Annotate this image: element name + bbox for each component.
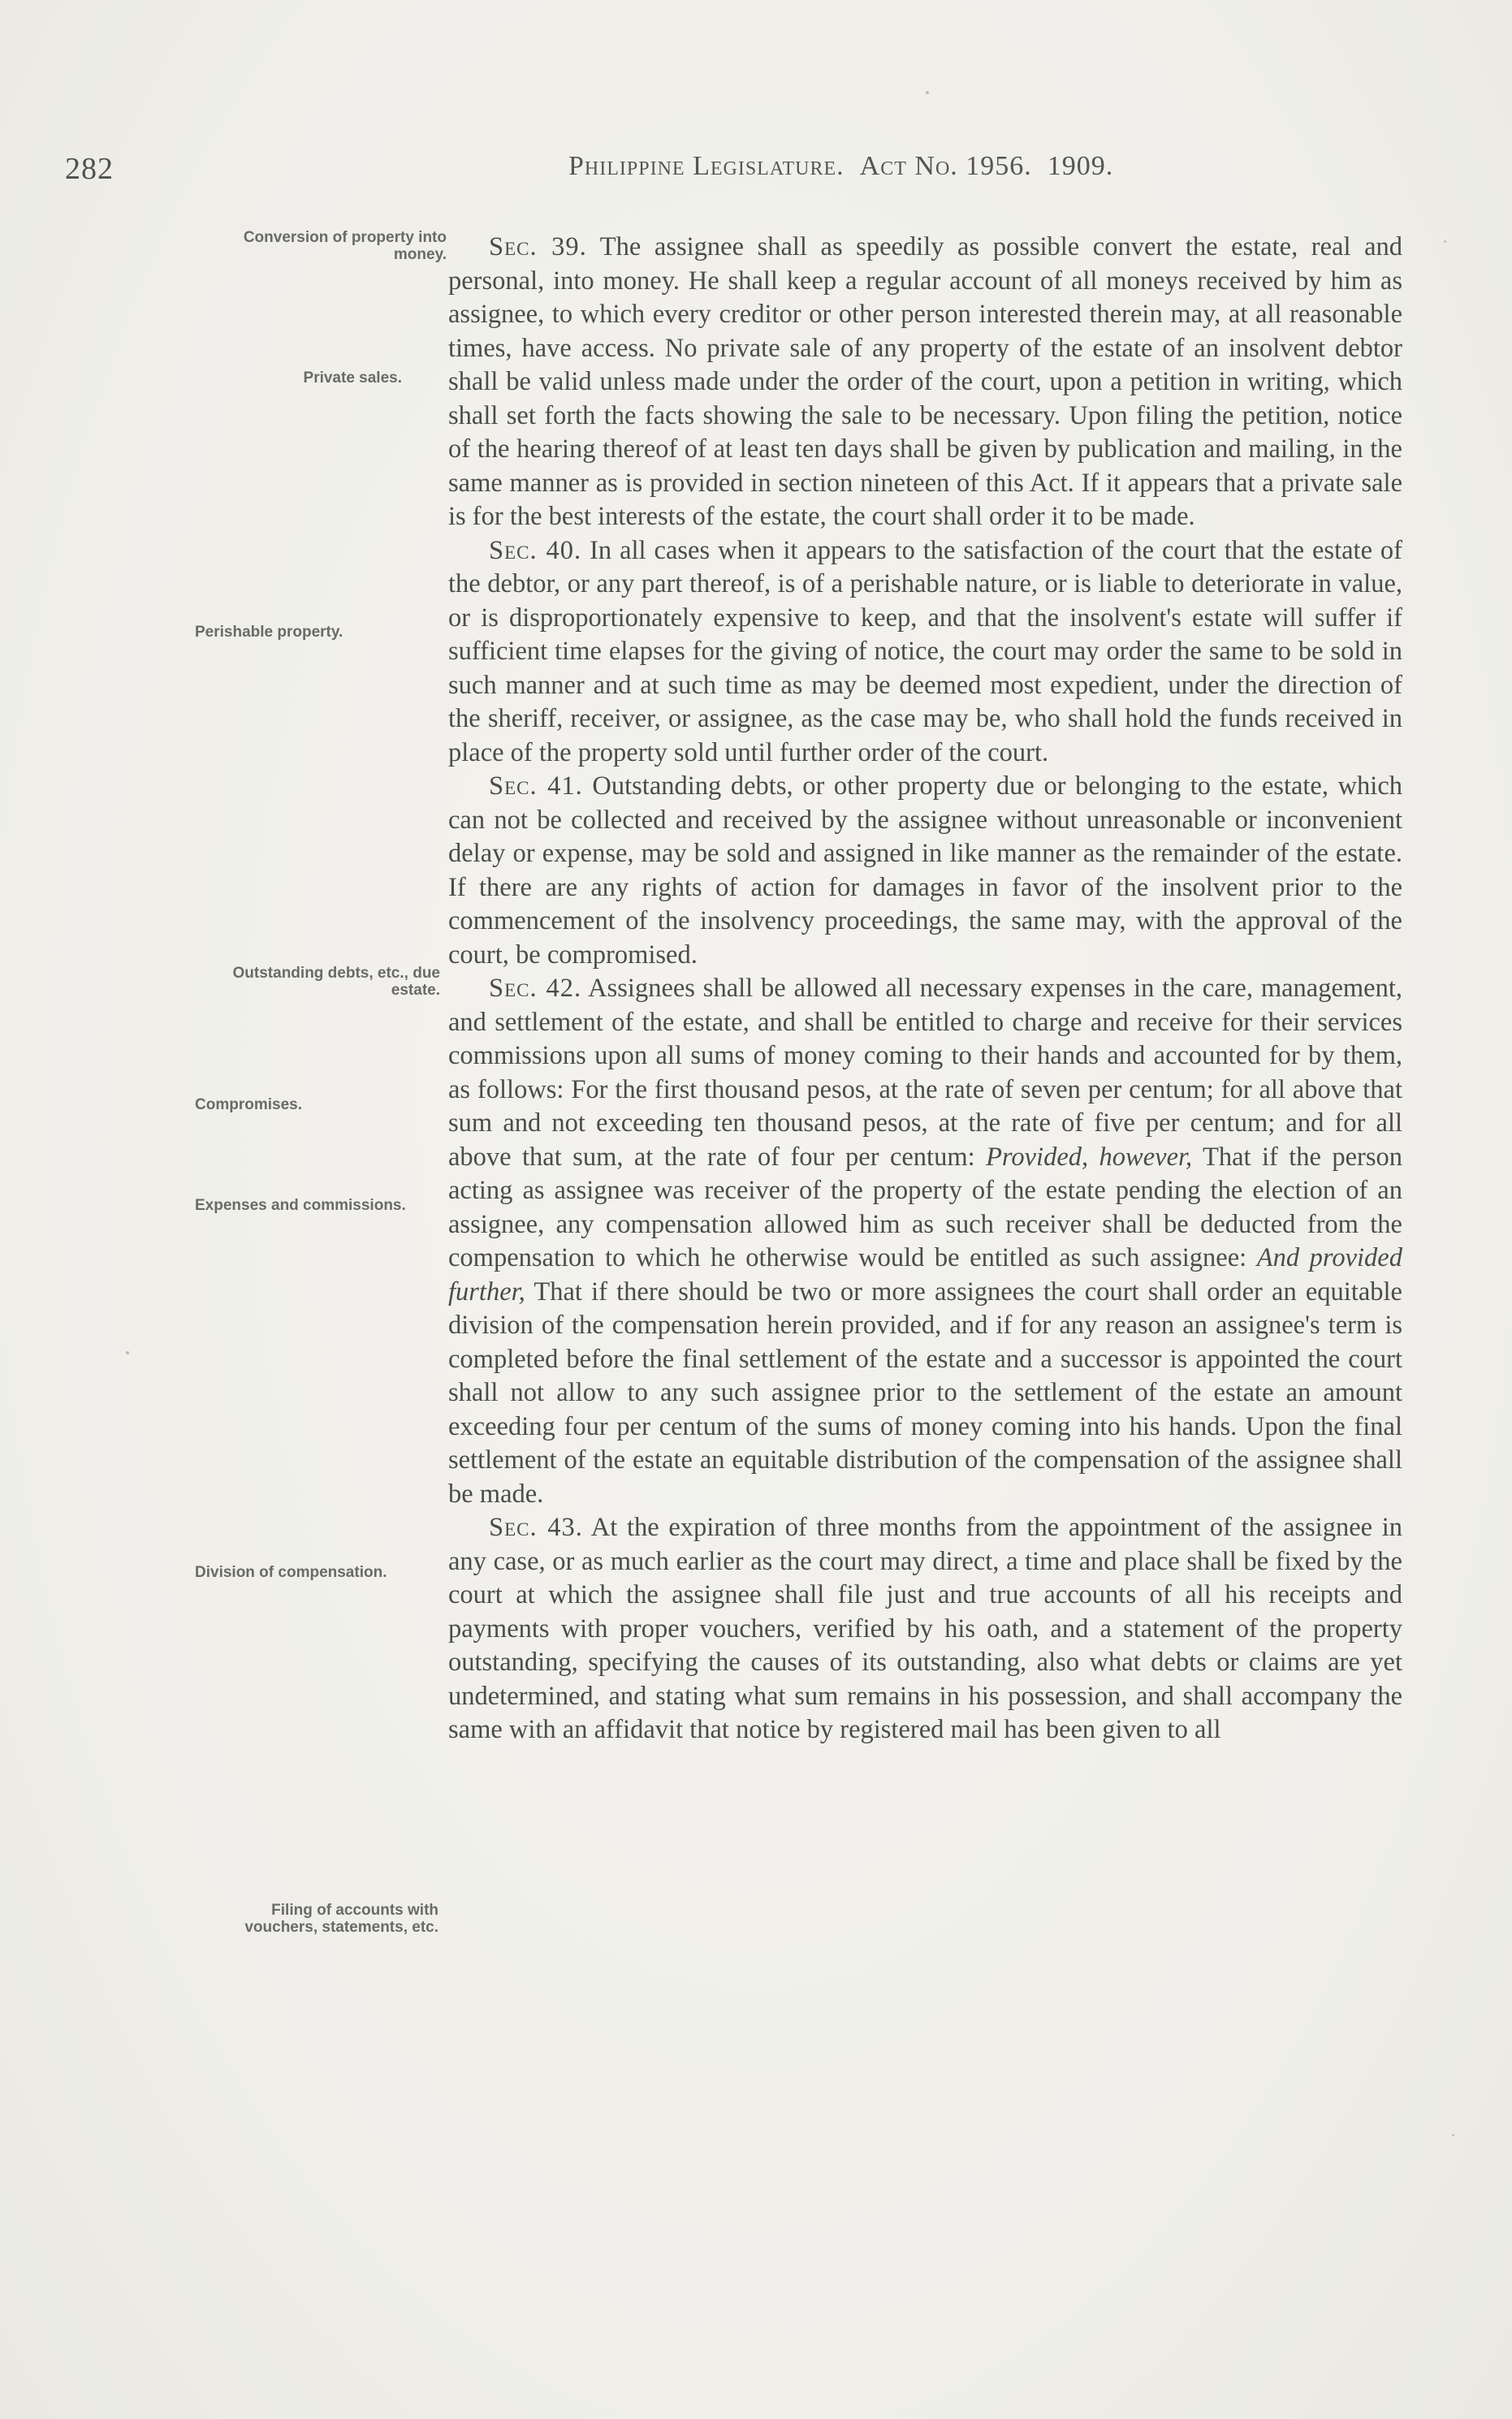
section-text: Assignees shall be allowed all necessary expenses in the care, management, and settlement of the estate, and shall be entitled to charge and receive for their services commissions upon all sums of money coming to their hands and accounted for by them, as follows: For the first thousand pesos, at the rate of seven per centum; for all above that sum and not exceeding ten thousand pesos, at the rate of five per centum; and for all above that sum, at the rate of four per centum: [448, 974, 1402, 1172]
paper-speck [1452, 2134, 1454, 2136]
sidenote-division: Division of compensation. [195, 1564, 387, 1581]
page-number: 282 [65, 152, 114, 186]
paper-speck [926, 91, 929, 94]
sidenote-outstanding-debts: Outstanding debts, etc., due estate. [232, 965, 440, 999]
section-text: That if the person acting as assignee was receiver of the property of the estate pending the election of an assignee, any compensation allowed him as such receiver shall be deducted from the compensation to which he otherwise would be entitled as such assignee: [448, 1142, 1403, 1272]
proviso: And provided further, [448, 1243, 1402, 1307]
sidenote-private-sales: Private sales. [303, 369, 402, 387]
proviso: Provided, however, [986, 1142, 1193, 1172]
paper-speck [1444, 240, 1446, 243]
section-text: Outstanding debts, or other property due or belonging to the estate, which can not be collected and received by the assignee without unreasonable or inconvenient delay or expense, may be sold and assigned in like manner as the remainder of the estate. If there are any rights of action for damages in favor of the insolvent prior to the commencement of the insolvency proceedings, the same may, with the approval of the court, be compromised. [448, 771, 1402, 970]
section-label: Sec. 39. [489, 232, 587, 261]
document-body [448, 231, 1402, 1747]
sidenote-compromises: Compromises. [195, 1096, 302, 1113]
section-text: In all cases when it appears to the satisfaction of the court that the estate of the debtor, or any part thereof, is of a perishable nature, or is liable to deteriorate in value, or is disproportionately expensive to keep, and that the insolvent's estate will suffer if sufficient time elapses for the giving of notice, the court may order the same to be sold in such manner and at such time as may be deemed most expedient, under the direction of the sheriff, receiver, or assignee, as the case may be, who shall hold the funds received in place of the property sold until further order of the court. [448, 535, 1402, 767]
sidenote-conversion: Conversion of property into money. [243, 229, 447, 263]
section-42 [448, 972, 1402, 1511]
section-label: Sec. 40. [489, 535, 582, 565]
section-label: Sec. 43. [489, 1513, 583, 1542]
sidenote-expenses: Expenses and commissions. [195, 1197, 406, 1214]
running-head-year: 1909. [1047, 151, 1114, 181]
page-header [65, 151, 1307, 192]
section-label: Sec. 42. [489, 974, 582, 1003]
section-41 [448, 770, 1402, 972]
section-text: At the expiration of three months from the appointment of the assignee in any case, or as much earlier as the court may direct, a time and place shall be fixed by the court at which the assignee shall file just and true accounts of all his receipts and payments with proper vouchers, verified by his oath, and a statement of the property outstanding, specifying the causes of its outstanding, also what debts or claims are yet undetermined, and stating what sum remains in his possession, and shall accompany the same with an affidavit that notice by registered mail has been given to all [448, 1513, 1403, 1744]
section-43 [448, 1511, 1402, 1747]
sidenote-filing: Filing of accounts with vouchers, statements, etc. [244, 1902, 438, 1936]
running-head-prefix: Philippine Legislature. [568, 151, 845, 181]
section-text: That if there should be two or more assignees the court shall order an equitable division of the compensation herein provided, and if for any reason an assignee's term is completed before the final settlement of the estate and a successor is appointed the court shall not allow to any such assignee prior to the settlement of the estate an amount exceeding four per centum of the sums of money coming into his hands. Upon the final settlement of the estate an equitable distribution of the compensation of the assignee shall be made. [448, 1276, 1402, 1509]
section-40 [448, 534, 1402, 771]
section-text: The assignee shall as speedily as possible convert the estate, real and personal, into money. He shall keep a regular account of all moneys received by him as assignee, to which every creditor or other person interested therein may, at all reasonable times, have access. No private sale of any property of the estate of an insolvent debtor shall be valid unless made under the order of the court, upon a petition in writing, which shall set forth the facts showing the sale to be necessary. Upon filing the petition, notice of the hearing thereof of at least ten days shall be given by publication and mailing, in the same manner as is provided in section nineteen of this Act. If it appears that a private sale is for the best interests of the estate, the court shall order it to be made. [448, 232, 1402, 531]
running-head-act: Act No. 1956. [859, 151, 1032, 181]
paper-speck [126, 1351, 129, 1354]
section-39 [448, 231, 1402, 534]
running-head [568, 151, 1113, 182]
section-label: Sec. 41. [489, 771, 583, 801]
sidenote-perishable: Perishable property. [195, 624, 343, 641]
